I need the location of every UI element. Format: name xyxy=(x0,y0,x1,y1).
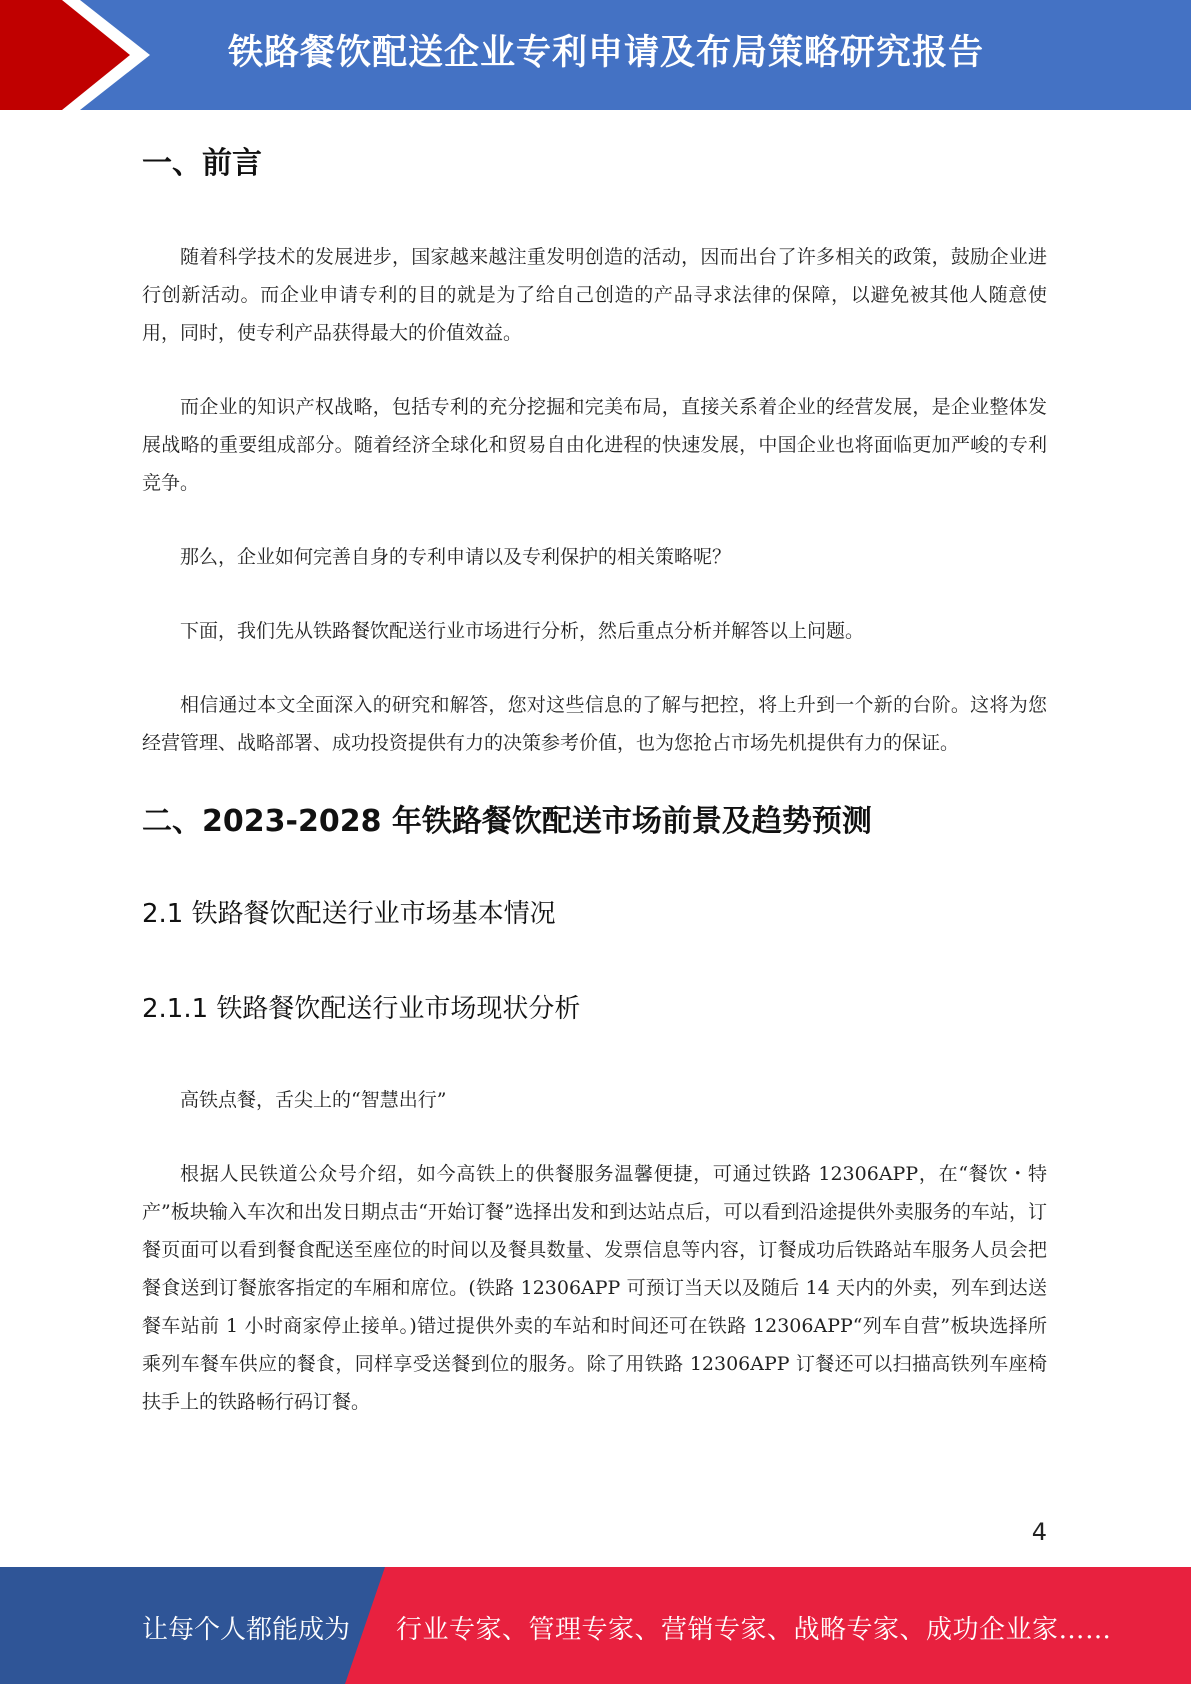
report-title: 铁路餐饮配送企业专利申请及布局策略研究报告 xyxy=(228,33,985,73)
page-number: 4 xyxy=(1031,1518,1047,1546)
section-heading-preface: 一、前言 xyxy=(142,146,262,181)
paragraph: 随着科学技术的发展进步，国家越来越注重发明创造的活动，因而出台了许多相关的政策，鼓励企业进行创新活动。而企业申请专利的目的就是为了给自己创造的产品寻求法律的保障，以避免被其他人随意使用，同时，使专利产品获得最大的价值效益。 xyxy=(142,246,1047,344)
subsection-heading-2-1-1: 2.1.1 铁路餐饮配送行业市场现状分析 xyxy=(142,994,581,1024)
section-heading-market-outlook: 二、2023-2028 年铁路餐饮配送市场前景及趋势预测 xyxy=(142,804,872,839)
subsection-heading-2-1: 2.1 铁路餐饮配送行业市场基本情况 xyxy=(142,899,556,929)
paragraph: 根据人民铁道公众号介绍，如今高铁上的供餐服务温馨便捷，可通过铁路 12306APP，在“餐饮・特产”板块输入车次和出发日期点击“开始订餐”选择出发和到达站点后，可以看到沿途提供外卖服务的车站，订餐页面可以看到餐食配送至座位的时间以及餐具数量、发票信息等内容，订餐成功后铁路站车服务人员会把餐食送到订餐旅客指定的车厢和席位。(铁路 12306APP 可预订当天以及随后 14 天内的外卖，列车到达送餐车站前 1 小时商家停止接单。)错过提供外卖的车站和时间还可在铁路 12306APP“列车自营”板块选择所乘列车餐车供应的餐食，同样享受送餐到位的服务。除了用铁路 12306APP 订餐还可以扫描高铁列车座椅扶手上的铁路畅行码订餐。 xyxy=(142,1163,1047,1413)
page-content xyxy=(142,130,1047,1421)
footer-banner xyxy=(0,1567,1191,1684)
red-arrow-ribbon-icon xyxy=(0,0,160,110)
footer-slogan-left: 让每个人都能成为 xyxy=(142,1615,351,1645)
paragraph: 那么，企业如何完善自身的专利申请以及专利保护的相关策略呢？ xyxy=(180,546,732,568)
header-banner xyxy=(0,0,1191,110)
paragraph: 高铁点餐，舌尖上的“智慧出行” xyxy=(180,1089,447,1111)
footer-slogan-right: 行业专家、管理专家、营销专家、战略专家、成功企业家…… xyxy=(396,1615,1112,1645)
paragraph: 相信通过本文全面深入的研究和解答，您对这些信息的了解与把控，将上升到一个新的台阶。这将为您经营管理、战略部署、成功投资提供有力的决策参考价值，也为您抢占市场先机提供有力的保证。 xyxy=(142,694,1047,754)
paragraph: 下面，我们先从铁路餐饮配送行业市场进行分析，然后重点分析并解答以上问题。 xyxy=(180,620,865,642)
paragraph: 而企业的知识产权战略，包括专利的充分挖掘和完美布局，直接关系着企业的经营发展，是企业整体发展战略的重要组成部分。随着经济全球化和贸易自由化进程的快速发展，中国企业也将面临更加严峻的专利竞争。 xyxy=(142,396,1047,494)
